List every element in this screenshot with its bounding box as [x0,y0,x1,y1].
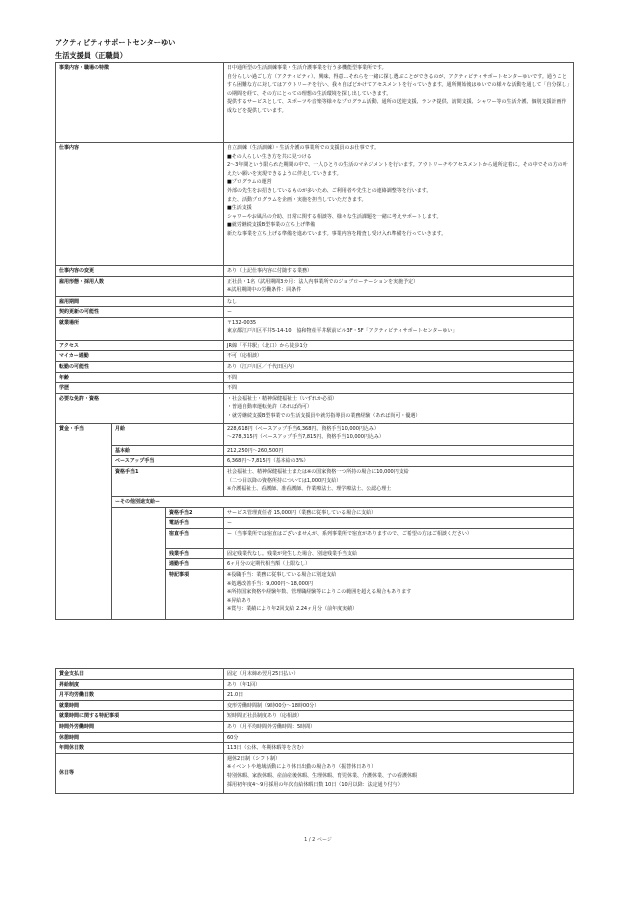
row-access [56,340,574,351]
employment-line: 正社員・1名（試用期間3カ月：法人内事業所でのジョブローテーションを実施予定） [227,278,419,285]
row-transfer [56,361,574,372]
renewal-label: 契約更新の可能性 [56,307,224,318]
hours-value: 変形労働時間制（9時00分～18時00分） [224,700,574,711]
notes-value [224,569,574,619]
license-value [224,393,574,423]
row-renewal [56,307,574,318]
days-value: 21.0日 [224,690,574,701]
phone-value: ー [224,518,574,529]
employment-value [224,276,574,296]
job-line: ■生活支援 [227,205,252,212]
days-label: 月平均労働日数 [56,690,224,701]
license-label: 必要な免許・資格 [56,393,224,423]
salary-label: 賃金・手当 [56,423,112,619]
job-line: ■その人らしい生き方を共に見つける [227,153,312,160]
job-line: また、活動プログラムを企画・実施を担当していただきます。 [227,196,367,203]
monthly-line: ～278,315円（ベースアップ手当7,815円、資格手当10,000円込み） [227,434,384,441]
notes-line: ※昇給あり [227,597,252,604]
job-line: ■プログラムの運営 [227,179,272,186]
qual1-line: 社会福祉士、精神保健福祉士または※の国家資格一つ所持の場合に10,000円支給 [227,468,409,475]
phone-label: 電話手当 [166,518,224,529]
period-value: なし [224,296,574,307]
break-value: 60分 [224,732,574,743]
education-label: 学歴 [56,383,224,394]
row-age [56,372,574,383]
raise-value: あり（年1回） [224,679,574,690]
notes-label: 特記事項 [166,569,224,619]
job-line: 外部の先生をお招きしているものが多いため、ご利用者や先生との連絡調整等を行います。 [227,187,432,194]
row-other [56,496,574,507]
education-value: 不問 [224,383,574,394]
night-value [224,528,574,548]
row-business [56,63,574,143]
row-job [56,143,574,266]
holidays-value: 113日（公休、冬期休暇等を含む） [224,743,574,754]
row-monthly [56,423,574,445]
job-line: 自立訓練（生活訓練）・生活介護の事業所での支援員のお仕事です。 [227,145,380,151]
indent-spacer [112,569,166,619]
qual2-value: サービス管理責任者 15,000円（業務に従事している場合に支給） [224,507,574,518]
period-label: 雇用期間 [56,296,224,307]
leave-line: 採用初年度4～9月採用の年次有給休暇日数 10日（10月以降：法定通り付与） [227,781,403,788]
row-base [56,445,574,456]
row-license [56,393,574,423]
row-qual2 [56,507,574,518]
baseup-value: 6,368円～7,815円（基本給の3%） [224,456,574,467]
monthly-value [224,423,574,445]
row-period [56,296,574,307]
work-conditions-table [55,668,574,794]
license-line: ・普通自動車運転免許（あれば尚可） [227,404,313,411]
workplace-label: 就業場所 [56,317,224,340]
indent-spacer [112,518,166,529]
business-label: 事業内容・職場の特徴 [56,63,224,143]
change-label: 仕事内容の変更 [56,266,224,277]
transfer-label: 転勤の可能性 [56,361,224,372]
company-name: アクティビティサポートセンターゆい [55,38,176,47]
monthly-line: 228,618円（ベースアップ手当6,368円、資格手当10,000円込み） [227,425,379,432]
age-label: 年齢 [56,372,224,383]
change-value: あり（上記仕事内容に付随する業務） [224,266,574,277]
job-line: シャワーやお風呂の介助、日常に関する相談等、様々な生活課題を一緒に考えサポートします。 [227,213,442,220]
business-value [224,63,574,143]
access-label: アクセス [56,340,224,351]
license-line: ・就労継続支援B型事業での生活支援員や就労指導員の業務経験（あれば尚可・優遇） [227,412,421,419]
break-label: 休憩時間 [56,732,224,743]
car-value: 不可（応相談） [224,351,574,362]
license-line: ・社会福祉士・精神保健福祉士（いずれか必須） [227,395,338,402]
workplace-value [224,317,574,340]
raise-label: 昇給制度 [56,679,224,690]
notes-line: ※所持国家資格や経験年数、管理職経験等によりこの範囲を超える場合もあります [227,589,412,596]
employment-line: ※試用期間中の労働条件：同条件 [227,287,302,294]
workplace-line: 東京都江戸川区平井5-14-10 協和物産平井駅前ビル3F・5F「アクティビティサポートセンターゆい」 [227,328,458,335]
row-payday [56,669,574,680]
notes-line: ※賞与：業績により年2回支給 2.24ヶ月分（前年度実績） [227,606,358,613]
page-number: 1 / 2 ページ [304,837,332,843]
row-ot [56,721,574,732]
qual1-label: 資格手当1 [112,466,224,496]
ot-label: 時間外労働時間 [56,721,224,732]
transfer-value: あり（江戸川区／千代田区内） [224,361,574,372]
monthly-label: 月給 [112,423,224,445]
qual1-line: （二つ目以降の資格所持については1,000円支給） [227,477,342,484]
business-line: 自分らしい過ごし方（アクティビティ）、興味、得意…それらを一緒に探し選ぶことができるのが、アクティビティサポートセンターゆいです。通うことすら困難な方に対してはアウトリーチを行い、我々自ばどかけてアセスメントを行っていきます。通所開始後はゆいでの様々な活動を通して「自分探し」の期間を経て、その方にとっての理想の生活環境を探し出していきます。 [227,73,570,97]
employment-label: 雇用形態・採用人数 [56,276,224,296]
row-holidays [56,743,574,754]
row-qual1 [56,466,574,496]
row-employment [56,276,574,296]
renewal-value: ー [224,307,574,318]
holidays-label: 年間休日数 [56,743,224,754]
qual1-line: ※介護福祉士、看護師、准看護師、作業療法士、理学療法士、公認心理士 [227,486,392,493]
special-value: 短時間正社員制度あり（応相談） [224,711,574,722]
job-details-table [55,62,574,620]
indent-spacer [112,559,166,570]
night-text: ー（当事業所では宿直はございませんが、系列事業所で宿直がありますので、ご希望の方はご相談ください） [227,530,472,537]
business-line: 提供するサービスとして、スポーツや音楽等様々なプログラム活動、通所の送迎支援、ランチ提供、訪問支援、シャワー等の生活介護、個別支援計画作成などを提供しています。 [227,99,567,114]
row-break [56,732,574,743]
indent-spacer [112,548,166,559]
night-label: 宿直手当 [166,528,224,548]
special-label: 就業時間に関する特記事項 [56,711,224,722]
row-commute [56,559,574,570]
row-raise [56,679,574,690]
base-label: 基本給 [112,445,224,456]
payday-value: 固定（月末締め翌月25日払い） [224,669,574,680]
workplace-line: 〒132-0035 [227,319,257,326]
commute-value: 6ヶ月分の定期代相当額（上限なし） [224,559,574,570]
business-line: 日中通所型の生活訓練事業・生活介護事業を行う多機能型事業所です。 [227,65,387,71]
access-value: JR線「平井駅」（北口）から徒歩1分 [224,340,574,351]
row-overtime [56,548,574,559]
ot-value: あり（月平均時間外労働時間：5時間） [224,721,574,732]
position-title: 生活支援員（正職員） [55,51,127,60]
hours-label: 就業時間 [56,700,224,711]
overtime-label: 残業手当 [166,548,224,559]
overtime-value: 固定残業代なし。残業が発生した場合、別途残業手当支給 [224,548,574,559]
other-label: ーその他別途支給ー [112,496,574,507]
row-education [56,383,574,394]
leave-line: 週休2日制（シフト制） [227,755,281,762]
age-value: 不問 [224,372,574,383]
leave-label: 休日等 [56,753,224,793]
job-line: 2～3年間という限られた期間の中で、一人ひとりの生活のマネジメントを行います。アウトリーチやアセスメントから通所定着に。その中でその方の叶えたい願いを実現できるように伴走していきます。 [227,162,568,177]
row-leave [56,753,574,793]
baseup-label: ベースアップ手当 [112,456,224,467]
leave-line: ※イベントや地域活動により休日出勤の場合あり（振替休日あり） [227,764,377,771]
indent-spacer [112,507,166,518]
job-label: 仕事内容 [56,143,224,266]
job-value [224,143,574,266]
indent-spacer [112,528,166,548]
row-notes [56,569,574,619]
job-line: ■就労継続支援B型事業の立ち上げ準備 [227,222,316,229]
row-special [56,711,574,722]
base-value: 212,250円～260,500円 [224,445,574,456]
row-car [56,351,574,362]
notes-line: ※役職手当：業務に従事している場合に別途支給 [227,571,337,578]
row-days [56,690,574,701]
row-night [56,528,574,548]
car-label: マイカー通勤 [56,351,224,362]
notes-line: ※処遇改善手当：9,000円～18,000円 [227,580,313,587]
row-hours [56,700,574,711]
leave-line: 特別休暇、家族休暇、産前産後休暇、生理休暇、育児休業、介護休業、子の看護休暇 [227,772,418,779]
row-workplace [56,317,574,340]
row-baseup [56,456,574,467]
qual1-value [224,466,574,496]
row-change [56,266,574,277]
commute-label: 通勤手当 [166,559,224,570]
payday-label: 賃金支払日 [56,669,224,680]
row-phone [56,518,574,529]
job-line: 新たな事業を立ち上げる準備を進めています。事業内容を精査し受け入れ準備を行っていきます。 [227,230,447,237]
qual2-label: 資格手当2 [166,507,224,518]
leave-value [224,753,574,793]
